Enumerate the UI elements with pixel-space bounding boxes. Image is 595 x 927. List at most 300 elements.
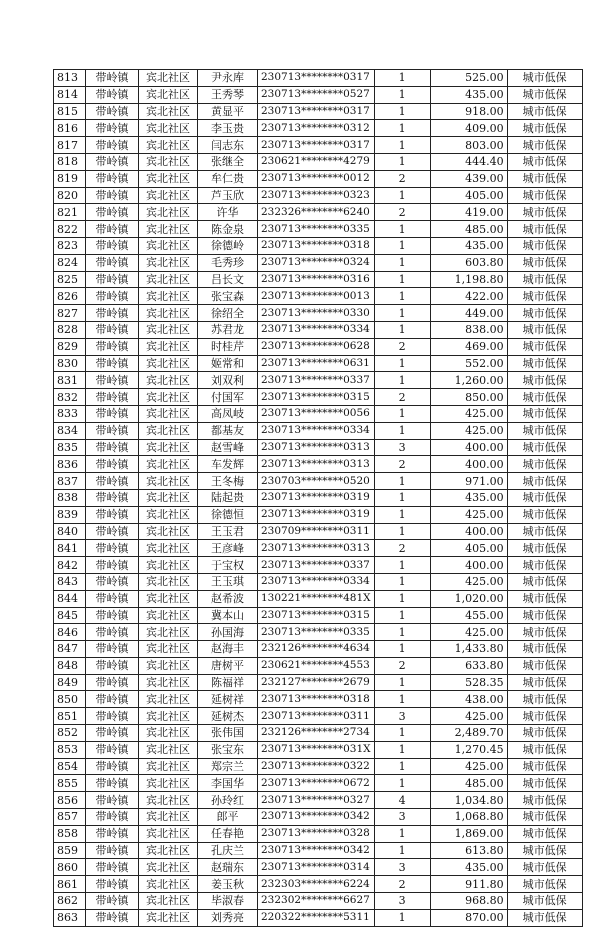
community-cell: 宾北社区 <box>139 708 198 725</box>
name-cell: 闫志东 <box>198 137 258 154</box>
amount-cell: 485.00 <box>430 221 507 238</box>
household-size-cell: 1 <box>374 187 430 204</box>
id-number-cell: 230713********0337 <box>258 557 375 574</box>
type-cell: 城市低保 <box>507 103 582 120</box>
id-number-cell: 230713********0335 <box>258 221 375 238</box>
amount-cell: 603.80 <box>430 254 507 271</box>
amount-cell: 400.00 <box>430 439 507 456</box>
household-size-cell: 2 <box>374 657 430 674</box>
household-size-cell: 1 <box>374 86 430 103</box>
type-cell: 城市低保 <box>507 657 582 674</box>
row-number: 846 <box>54 624 86 641</box>
community-cell: 宾北社区 <box>139 288 198 305</box>
amount-cell: 435.00 <box>430 237 507 254</box>
roster-table <box>53 69 583 927</box>
name-cell: 付国军 <box>198 389 258 406</box>
id-number-cell: 230713********0631 <box>258 355 375 372</box>
community-cell: 宾北社区 <box>139 204 198 221</box>
type-cell: 城市低保 <box>507 221 582 238</box>
name-cell: 郎平 <box>198 809 258 826</box>
town-cell: 带岭镇 <box>86 86 139 103</box>
row-number: 848 <box>54 657 86 674</box>
name-cell: 吕长文 <box>198 271 258 288</box>
table-row <box>54 137 583 154</box>
amount-cell: 1,198.80 <box>430 271 507 288</box>
community-cell: 宾北社区 <box>139 624 198 641</box>
town-cell: 带岭镇 <box>86 624 139 641</box>
row-number: 852 <box>54 725 86 742</box>
table-row <box>54 825 583 842</box>
table-row <box>54 691 583 708</box>
name-cell: 赵雪峰 <box>198 439 258 456</box>
town-cell: 带岭镇 <box>86 523 139 540</box>
amount-cell: 1,270.45 <box>430 741 507 758</box>
row-number: 814 <box>54 86 86 103</box>
town-cell: 带岭镇 <box>86 590 139 607</box>
household-size-cell: 3 <box>374 809 430 826</box>
household-size-cell: 3 <box>374 708 430 725</box>
amount-cell: 400.00 <box>430 456 507 473</box>
id-number-cell: 230713********0672 <box>258 775 375 792</box>
id-number-cell: 220322********5311 <box>258 909 375 926</box>
name-cell: 延树杰 <box>198 708 258 725</box>
community-cell: 宾北社区 <box>139 775 198 792</box>
household-size-cell: 1 <box>374 120 430 137</box>
type-cell: 城市低保 <box>507 204 582 221</box>
type-cell: 城市低保 <box>507 624 582 641</box>
community-cell: 宾北社区 <box>139 859 198 876</box>
table-row <box>54 859 583 876</box>
type-cell: 城市低保 <box>507 775 582 792</box>
row-number: 827 <box>54 305 86 322</box>
amount-cell: 971.00 <box>430 473 507 490</box>
amount-cell: 425.00 <box>430 624 507 641</box>
row-number: 840 <box>54 523 86 540</box>
name-cell: 芦玉欣 <box>198 187 258 204</box>
amount-cell: 409.00 <box>430 120 507 137</box>
household-size-cell: 4 <box>374 792 430 809</box>
town-cell: 带岭镇 <box>86 405 139 422</box>
town-cell: 带岭镇 <box>86 775 139 792</box>
name-cell: 牟仁贵 <box>198 170 258 187</box>
name-cell: 孙玲红 <box>198 792 258 809</box>
household-size-cell: 1 <box>374 288 430 305</box>
community-cell: 宾北社区 <box>139 439 198 456</box>
household-size-cell: 1 <box>374 691 430 708</box>
row-number: 858 <box>54 825 86 842</box>
name-cell: 孙国海 <box>198 624 258 641</box>
table-row <box>54 758 583 775</box>
table-row <box>54 893 583 910</box>
amount-cell: 455.00 <box>430 607 507 624</box>
id-number-cell: 230713********0323 <box>258 187 375 204</box>
town-cell: 带岭镇 <box>86 439 139 456</box>
table-row <box>54 540 583 557</box>
name-cell: 姬常和 <box>198 355 258 372</box>
town-cell: 带岭镇 <box>86 489 139 506</box>
type-cell: 城市低保 <box>507 691 582 708</box>
name-cell: 于宝权 <box>198 557 258 574</box>
row-number: 838 <box>54 489 86 506</box>
id-number-cell: 232302********6627 <box>258 893 375 910</box>
town-cell: 带岭镇 <box>86 221 139 238</box>
table-row <box>54 422 583 439</box>
id-number-cell: 230713********0313 <box>258 540 375 557</box>
row-number: 816 <box>54 120 86 137</box>
town-cell: 带岭镇 <box>86 708 139 725</box>
type-cell: 城市低保 <box>507 792 582 809</box>
community-cell: 宾北社区 <box>139 573 198 590</box>
town-cell: 带岭镇 <box>86 389 139 406</box>
community-cell: 宾北社区 <box>139 271 198 288</box>
type-cell: 城市低保 <box>507 405 582 422</box>
household-size-cell: 2 <box>374 170 430 187</box>
amount-cell: 633.80 <box>430 657 507 674</box>
community-cell: 宾北社区 <box>139 523 198 540</box>
type-cell: 城市低保 <box>507 909 582 926</box>
id-number-cell: 230713********0318 <box>258 237 375 254</box>
row-number: 822 <box>54 221 86 238</box>
table-row <box>54 187 583 204</box>
type-cell: 城市低保 <box>507 540 582 557</box>
amount-cell: 528.35 <box>430 674 507 691</box>
town-cell: 带岭镇 <box>86 237 139 254</box>
community-cell: 宾北社区 <box>139 657 198 674</box>
table-row <box>54 86 583 103</box>
name-cell: 唐树平 <box>198 657 258 674</box>
community-cell: 宾北社区 <box>139 372 198 389</box>
type-cell: 城市低保 <box>507 859 582 876</box>
name-cell: 都基友 <box>198 422 258 439</box>
name-cell: 高凤岐 <box>198 405 258 422</box>
amount-cell: 425.00 <box>430 405 507 422</box>
type-cell: 城市低保 <box>507 305 582 322</box>
table-row <box>54 389 583 406</box>
town-cell: 带岭镇 <box>86 691 139 708</box>
town-cell: 带岭镇 <box>86 758 139 775</box>
id-number-cell: 230713********0335 <box>258 624 375 641</box>
community-cell: 宾北社区 <box>139 557 198 574</box>
row-number: 861 <box>54 876 86 893</box>
community-cell: 宾北社区 <box>139 170 198 187</box>
table-row <box>54 204 583 221</box>
community-cell: 宾北社区 <box>139 876 198 893</box>
name-cell: 尹永库 <box>198 70 258 87</box>
id-number-cell: 230713********0313 <box>258 456 375 473</box>
table-row <box>54 288 583 305</box>
row-number: 831 <box>54 372 86 389</box>
table-row <box>54 170 583 187</box>
id-number-cell: 230713********0319 <box>258 506 375 523</box>
community-cell: 宾北社区 <box>139 809 198 826</box>
id-number-cell: 230713********0322 <box>258 758 375 775</box>
household-size-cell: 1 <box>374 305 430 322</box>
household-size-cell: 1 <box>374 137 430 154</box>
id-number-cell: 230713********0628 <box>258 338 375 355</box>
name-cell: 陈福祥 <box>198 674 258 691</box>
name-cell: 徐德恒 <box>198 506 258 523</box>
amount-cell: 435.00 <box>430 859 507 876</box>
household-size-cell: 1 <box>374 624 430 641</box>
amount-cell: 1,869.00 <box>430 825 507 842</box>
town-cell: 带岭镇 <box>86 809 139 826</box>
household-size-cell: 1 <box>374 405 430 422</box>
id-number-cell: 230713********0342 <box>258 809 375 826</box>
type-cell: 城市低保 <box>507 725 582 742</box>
household-size-cell: 2 <box>374 204 430 221</box>
table-row <box>54 305 583 322</box>
table-row <box>54 506 583 523</box>
table-row <box>54 809 583 826</box>
household-size-cell: 1 <box>374 489 430 506</box>
row-number: 835 <box>54 439 86 456</box>
name-cell: 任春艳 <box>198 825 258 842</box>
community-cell: 宾北社区 <box>139 792 198 809</box>
id-number-cell: 230713********0319 <box>258 489 375 506</box>
household-size-cell: 1 <box>374 775 430 792</box>
town-cell: 带岭镇 <box>86 305 139 322</box>
amount-cell: 400.00 <box>430 523 507 540</box>
amount-cell: 968.80 <box>430 893 507 910</box>
amount-cell: 444.40 <box>430 153 507 170</box>
row-number: 844 <box>54 590 86 607</box>
id-number-cell: 230713********0342 <box>258 842 375 859</box>
row-number: 813 <box>54 70 86 87</box>
household-size-cell: 1 <box>374 372 430 389</box>
id-number-cell: 230713********0330 <box>258 305 375 322</box>
town-cell: 带岭镇 <box>86 792 139 809</box>
id-number-cell: 230713********0327 <box>258 792 375 809</box>
type-cell: 城市低保 <box>507 607 582 624</box>
id-number-cell: 230713********0334 <box>258 573 375 590</box>
id-number-cell: 230713********0337 <box>258 372 375 389</box>
table-row <box>54 254 583 271</box>
household-size-cell: 1 <box>374 473 430 490</box>
household-size-cell: 1 <box>374 153 430 170</box>
community-cell: 宾北社区 <box>139 893 198 910</box>
type-cell: 城市低保 <box>507 439 582 456</box>
community-cell: 宾北社区 <box>139 825 198 842</box>
amount-cell: 870.00 <box>430 909 507 926</box>
table-row <box>54 876 583 893</box>
household-size-cell: 1 <box>374 590 430 607</box>
name-cell: 王玉琪 <box>198 573 258 590</box>
community-cell: 宾北社区 <box>139 355 198 372</box>
household-size-cell: 1 <box>374 221 430 238</box>
household-size-cell: 1 <box>374 573 430 590</box>
household-size-cell: 2 <box>374 338 430 355</box>
amount-cell: 435.00 <box>430 489 507 506</box>
name-cell: 时桂芹 <box>198 338 258 355</box>
row-number: 849 <box>54 674 86 691</box>
row-number: 851 <box>54 708 86 725</box>
amount-cell: 911.80 <box>430 876 507 893</box>
community-cell: 宾北社区 <box>139 422 198 439</box>
household-size-cell: 1 <box>374 254 430 271</box>
table-row <box>54 120 583 137</box>
row-number: 823 <box>54 237 86 254</box>
household-size-cell: 1 <box>374 271 430 288</box>
town-cell: 带岭镇 <box>86 842 139 859</box>
type-cell: 城市低保 <box>507 187 582 204</box>
household-size-cell: 1 <box>374 237 430 254</box>
household-size-cell: 1 <box>374 607 430 624</box>
table-row <box>54 70 583 87</box>
name-cell: 张继全 <box>198 153 258 170</box>
table-row <box>54 523 583 540</box>
community-cell: 宾北社区 <box>139 103 198 120</box>
town-cell: 带岭镇 <box>86 741 139 758</box>
community-cell: 宾北社区 <box>139 641 198 658</box>
row-number: 862 <box>54 893 86 910</box>
table-row <box>54 657 583 674</box>
amount-cell: 419.00 <box>430 204 507 221</box>
name-cell: 王秀琴 <box>198 86 258 103</box>
row-number: 832 <box>54 389 86 406</box>
amount-cell: 425.00 <box>430 422 507 439</box>
table-row <box>54 237 583 254</box>
household-size-cell: 1 <box>374 725 430 742</box>
household-size-cell: 1 <box>374 506 430 523</box>
community-cell: 宾北社区 <box>139 137 198 154</box>
name-cell: 许华 <box>198 204 258 221</box>
table-row <box>54 489 583 506</box>
community-cell: 宾北社区 <box>139 237 198 254</box>
type-cell: 城市低保 <box>507 708 582 725</box>
table-row <box>54 221 583 238</box>
name-cell: 张宝森 <box>198 288 258 305</box>
name-cell: 王玉君 <box>198 523 258 540</box>
community-cell: 宾北社区 <box>139 473 198 490</box>
type-cell: 城市低保 <box>507 523 582 540</box>
row-number: 819 <box>54 170 86 187</box>
amount-cell: 918.00 <box>430 103 507 120</box>
type-cell: 城市低保 <box>507 809 582 826</box>
type-cell: 城市低保 <box>507 355 582 372</box>
table-row <box>54 624 583 641</box>
id-number-cell: 230713********0012 <box>258 170 375 187</box>
id-number-cell: 230713********0318 <box>258 691 375 708</box>
id-number-cell: 230621********4279 <box>258 153 375 170</box>
household-size-cell: 1 <box>374 422 430 439</box>
row-number: 825 <box>54 271 86 288</box>
amount-cell: 1,068.80 <box>430 809 507 826</box>
name-cell: 张伟国 <box>198 725 258 742</box>
community-cell: 宾北社区 <box>139 456 198 473</box>
type-cell: 城市低保 <box>507 758 582 775</box>
table-row <box>54 741 583 758</box>
amount-cell: 435.00 <box>430 86 507 103</box>
community-cell: 宾北社区 <box>139 70 198 87</box>
amount-cell: 405.00 <box>430 540 507 557</box>
community-cell: 宾北社区 <box>139 389 198 406</box>
community-cell: 宾北社区 <box>139 321 198 338</box>
type-cell: 城市低保 <box>507 120 582 137</box>
household-size-cell: 1 <box>374 825 430 842</box>
name-cell: 孔庆兰 <box>198 842 258 859</box>
community-cell: 宾北社区 <box>139 758 198 775</box>
name-cell: 毛秀珍 <box>198 254 258 271</box>
type-cell: 城市低保 <box>507 86 582 103</box>
id-number-cell: 230713********0316 <box>258 271 375 288</box>
id-number-cell: 230713********0312 <box>258 120 375 137</box>
table-row <box>54 456 583 473</box>
id-number-cell: 232127********2679 <box>258 674 375 691</box>
row-number: 821 <box>54 204 86 221</box>
type-cell: 城市低保 <box>507 237 582 254</box>
amount-cell: 439.00 <box>430 170 507 187</box>
community-cell: 宾北社区 <box>139 607 198 624</box>
table-row <box>54 573 583 590</box>
type-cell: 城市低保 <box>507 674 582 691</box>
id-number-cell: 230713********0314 <box>258 859 375 876</box>
table-row <box>54 607 583 624</box>
row-number: 828 <box>54 321 86 338</box>
id-number-cell: 230713********0317 <box>258 70 375 87</box>
amount-cell: 425.00 <box>430 573 507 590</box>
type-cell: 城市低保 <box>507 137 582 154</box>
id-number-cell: 130221********481X <box>258 590 375 607</box>
name-cell: 郑宗兰 <box>198 758 258 775</box>
household-size-cell: 1 <box>374 70 430 87</box>
town-cell: 带岭镇 <box>86 540 139 557</box>
name-cell: 车发辉 <box>198 456 258 473</box>
type-cell: 城市低保 <box>507 842 582 859</box>
amount-cell: 1,020.00 <box>430 590 507 607</box>
amount-cell: 803.00 <box>430 137 507 154</box>
name-cell: 延树祥 <box>198 691 258 708</box>
id-number-cell: 230713********0334 <box>258 422 375 439</box>
community-cell: 宾北社区 <box>139 187 198 204</box>
community-cell: 宾北社区 <box>139 254 198 271</box>
amount-cell: 850.00 <box>430 389 507 406</box>
name-cell: 陆起贵 <box>198 489 258 506</box>
table-row <box>54 641 583 658</box>
town-cell: 带岭镇 <box>86 641 139 658</box>
amount-cell: 449.00 <box>430 305 507 322</box>
id-number-cell: 232303********6224 <box>258 876 375 893</box>
table-row <box>54 338 583 355</box>
household-size-cell: 1 <box>374 741 430 758</box>
table-row <box>54 842 583 859</box>
town-cell: 带岭镇 <box>86 187 139 204</box>
table-row <box>54 473 583 490</box>
name-cell: 陈金泉 <box>198 221 258 238</box>
community-cell: 宾北社区 <box>139 590 198 607</box>
town-cell: 带岭镇 <box>86 893 139 910</box>
type-cell: 城市低保 <box>507 876 582 893</box>
type-cell: 城市低保 <box>507 473 582 490</box>
name-cell: 赵瑞东 <box>198 859 258 876</box>
table-row <box>54 372 583 389</box>
type-cell: 城市低保 <box>507 825 582 842</box>
town-cell: 带岭镇 <box>86 573 139 590</box>
row-number: 836 <box>54 456 86 473</box>
table-row <box>54 321 583 338</box>
type-cell: 城市低保 <box>507 557 582 574</box>
town-cell: 带岭镇 <box>86 103 139 120</box>
name-cell: 赵希波 <box>198 590 258 607</box>
amount-cell: 552.00 <box>430 355 507 372</box>
table-row <box>54 271 583 288</box>
town-cell: 带岭镇 <box>86 120 139 137</box>
type-cell: 城市低保 <box>507 422 582 439</box>
id-number-cell: 230713********0013 <box>258 288 375 305</box>
row-number: 841 <box>54 540 86 557</box>
household-size-cell: 1 <box>374 641 430 658</box>
row-number: 829 <box>54 338 86 355</box>
community-cell: 宾北社区 <box>139 221 198 238</box>
